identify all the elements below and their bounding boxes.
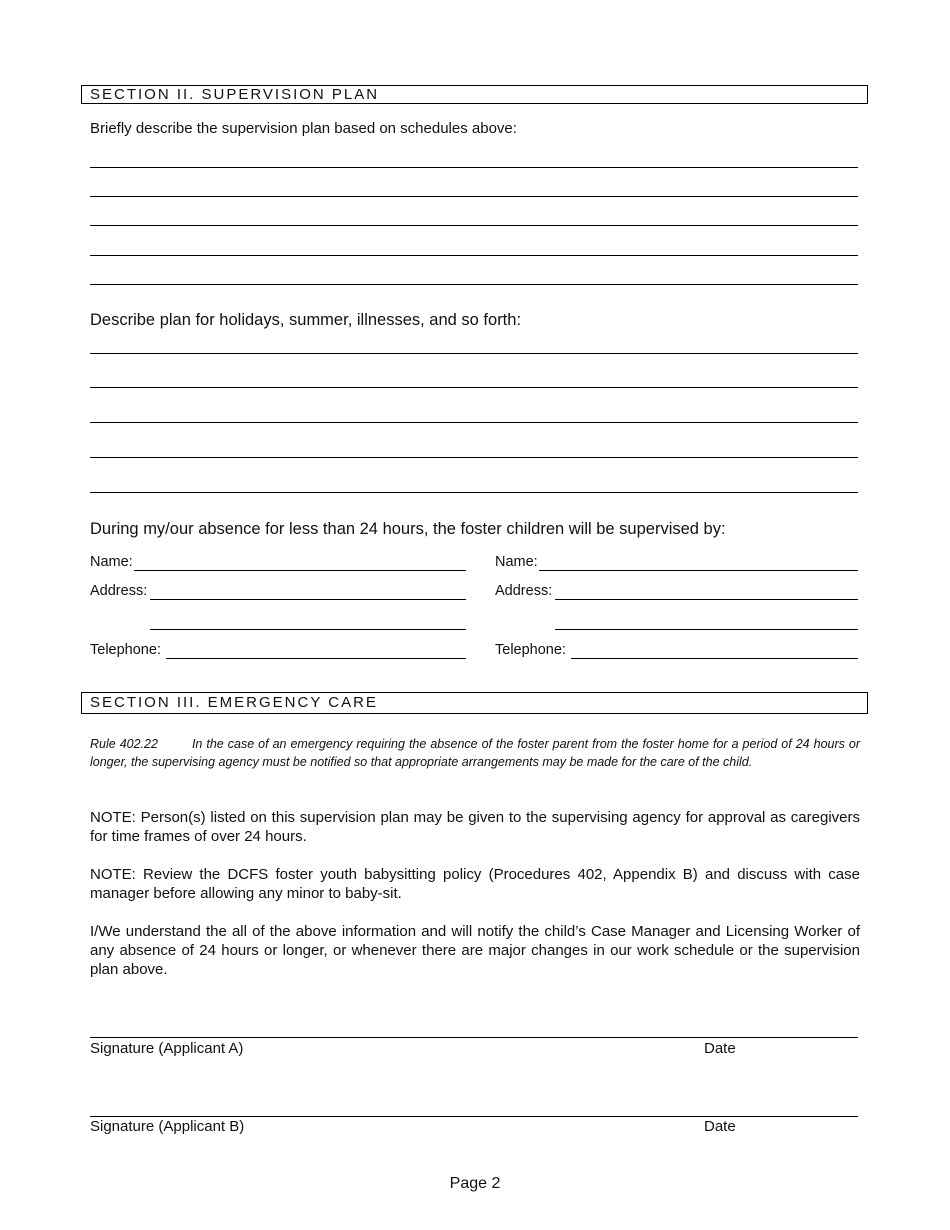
date-applicant-b-label: Date <box>704 1118 736 1135</box>
rule-text: In the case of an emergency requiring the absence of the foster parent from the foster home for a period of 24 hours or longer, the supervising agency must be notified so that appropriate arrangements may be made for the care of the child. <box>90 737 860 769</box>
page-number: Page 2 <box>449 1175 501 1192</box>
section-2-header: SECTION II. SUPERVISION PLAN <box>81 85 868 104</box>
caregiver-1-telephone-field[interactable] <box>166 658 466 659</box>
caregiver-1-name-field[interactable] <box>134 570 466 571</box>
signature-applicant-a-line[interactable] <box>90 1037 858 1038</box>
caregiver-2-telephone-field[interactable] <box>571 658 858 659</box>
acknowledgement-statement: I/We understand the all of the above information and will notify the child’s Case Manager and Licensing Worker of any absence of 24 hours or longer, or whenever there are major changes in our work schedule or the supervision plan above. <box>90 923 860 978</box>
caregiver-2-name-label: Name: <box>495 554 538 570</box>
caregiver-2-address-field-2[interactable] <box>555 629 858 630</box>
caregiver-2-address-label: Address: <box>495 583 553 599</box>
holiday-plan-line-3[interactable] <box>90 422 858 423</box>
caregiver-1-address-field-2[interactable] <box>150 629 466 630</box>
caregiver-1-address-label: Address: <box>90 583 148 599</box>
holiday-plan-line-1[interactable] <box>90 353 858 354</box>
caregiver-1-address-field-1[interactable] <box>150 599 466 600</box>
note-babysitting-policy: NOTE: Review the DCFS foster youth babysitting policy (Procedures 402, Appendix B) and discuss with case manager before allowing any minor to baby-sit. <box>90 866 860 902</box>
holiday-plan-line-4[interactable] <box>90 457 858 458</box>
rule-number: Rule 402.22 <box>90 737 158 751</box>
holiday-plan-prompt: Describe plan for holidays, summer, illnesses, and so forth: <box>90 311 522 329</box>
emergency-rule <box>90 736 860 771</box>
caregiver-1-name-label: Name: <box>90 554 133 570</box>
date-applicant-a-label: Date <box>704 1040 736 1057</box>
caregiver-2-telephone-label: Telephone: <box>495 642 566 658</box>
schedule-plan-line-1[interactable] <box>90 167 858 168</box>
holiday-plan-line-2[interactable] <box>90 387 858 388</box>
caregiver-2-name-field[interactable] <box>539 570 858 571</box>
signature-applicant-a-label: Signature (Applicant A) <box>90 1040 244 1057</box>
holiday-plan-line-5[interactable] <box>90 492 858 493</box>
schedule-plan-line-5[interactable] <box>90 284 858 285</box>
section-3-header: SECTION III. EMERGENCY CARE <box>81 692 868 714</box>
signature-applicant-b-line[interactable] <box>90 1116 858 1117</box>
schedule-plan-line-2[interactable] <box>90 196 858 197</box>
schedule-plan-line-3[interactable] <box>90 225 858 226</box>
schedule-plan-line-4[interactable] <box>90 255 858 256</box>
schedule-plan-prompt: Briefly describe the supervision plan based on schedules above: <box>90 120 517 137</box>
signature-applicant-b-label: Signature (Applicant B) <box>90 1118 245 1135</box>
note-caregivers: NOTE: Person(s) listed on this supervision plan may be given to the supervising agency for approval as caregivers for time frames of over 24 hours. <box>90 809 860 845</box>
caregiver-1-telephone-label: Telephone: <box>90 642 161 658</box>
caregiver-2-address-field-1[interactable] <box>555 599 858 600</box>
absence-supervision-prompt: During my/our absence for less than 24 hours, the foster children will be supervised by: <box>90 520 726 538</box>
